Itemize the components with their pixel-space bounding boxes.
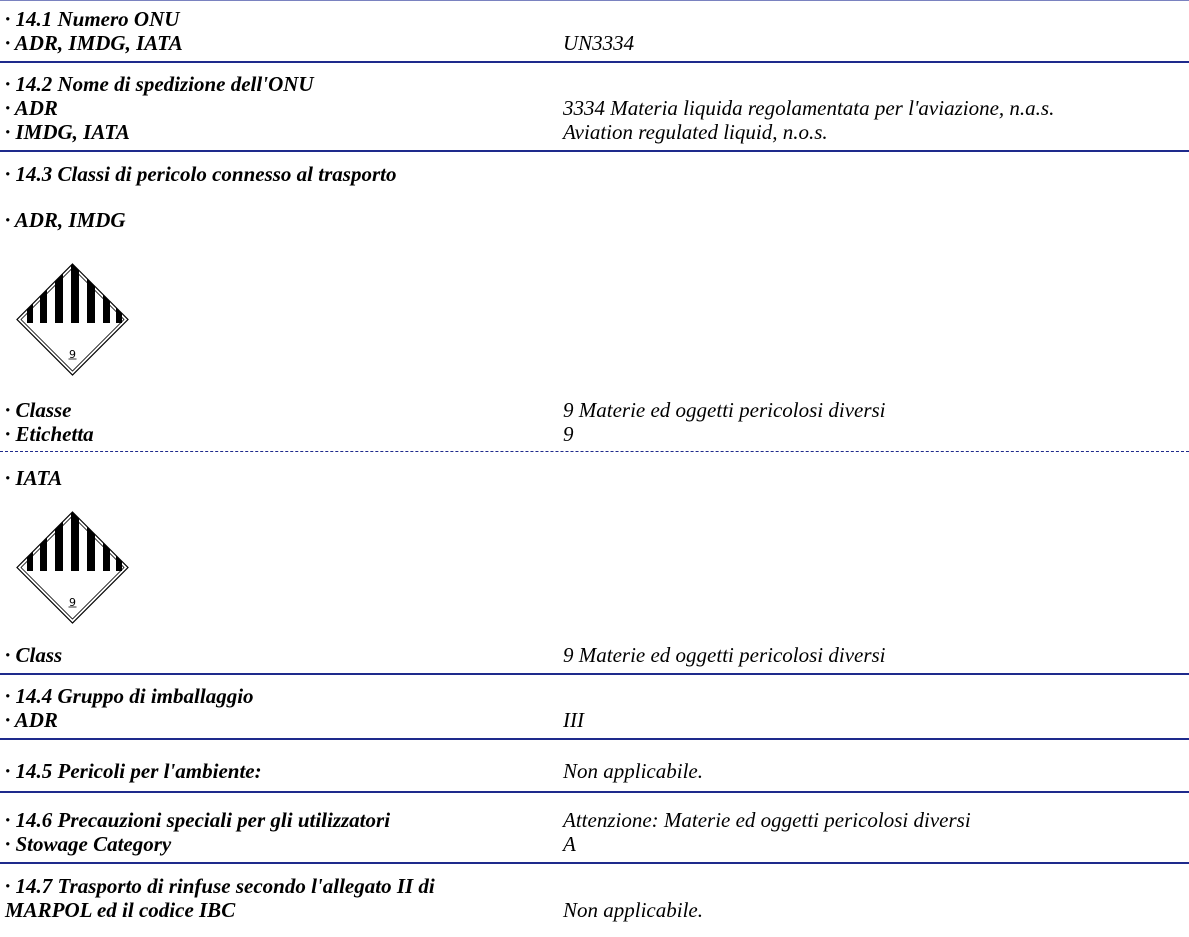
section-divider xyxy=(0,150,1189,152)
hazard-class-9-diamond-icon xyxy=(15,510,130,625)
section-14-3-title-text: · 14.3 Classi di pericolo connesso al trasporto xyxy=(5,162,397,186)
section-divider xyxy=(0,862,1189,864)
row-14-2-adr-label: · ADR xyxy=(5,96,58,120)
section-14-2-title-text: · 14.2 Nome di spedizione dell'ONU xyxy=(5,72,314,96)
section-divider xyxy=(0,673,1189,675)
pictogram-number: 9 xyxy=(69,348,76,361)
section-divider xyxy=(0,738,1189,740)
row-14-2-imdg-label: · IMDG, IATA xyxy=(5,120,130,144)
row-14-4-label: · ADR xyxy=(5,708,58,732)
row-etichetta-label: · Etichetta xyxy=(5,422,94,446)
section-divider xyxy=(0,61,1189,63)
row-14-5-label: · 14.5 Pericoli per l'ambiente: xyxy=(5,759,262,783)
row-iata-class-value: 9 Materie ed oggetti pericolosi diversi xyxy=(563,643,886,667)
row-iata-class-label: · Class xyxy=(5,643,63,667)
row-14-6-label: · 14.6 Precauzioni speciali per gli utilizzatori xyxy=(5,808,391,832)
row-14-5-value: Non applicabile. xyxy=(563,759,703,783)
pictogram-number: 9 xyxy=(69,596,76,609)
section-divider xyxy=(0,791,1189,793)
row-14-6-value: Attenzione: Materie ed oggetti pericolosi diversi xyxy=(563,808,971,832)
row-stowage-value: A xyxy=(563,832,576,856)
row-class-value: 9 Materie ed oggetti pericolosi diversi xyxy=(563,398,886,422)
row-14-4-value: III xyxy=(563,708,584,732)
row-14-7-value: Non applicabile. xyxy=(563,898,703,922)
row-stowage-label: · Stowage Category xyxy=(5,832,172,856)
row-etichetta-value: 9 xyxy=(563,422,574,446)
row-14-7-label-line1: · 14.7 Trasporto di rinfuse secondo l'allegato II di xyxy=(5,874,435,898)
top-rule xyxy=(0,0,1189,1)
row-14-2-imdg-value: Aviation regulated liquid, n.o.s. xyxy=(563,120,828,144)
section-14-1-title-text: · 14.1 Numero ONU xyxy=(5,7,180,31)
row-14-1-label: · ADR, IMDG, IATA xyxy=(5,31,183,55)
row-14-7-label-line2: MARPOL ed il codice IBC xyxy=(5,898,236,922)
adr-imdg-heading-text: · ADR, IMDG xyxy=(5,208,126,232)
dashed-divider xyxy=(0,451,1189,452)
section-14-4-title-text: · 14.4 Gruppo di imballaggio xyxy=(5,684,254,708)
row-class-label: · Classe xyxy=(5,398,72,422)
hazard-class-9-diamond-icon xyxy=(15,262,130,377)
row-14-2-adr-value: 3334 Materia liquida regolamentata per l'aviazione, n.a.s. xyxy=(563,96,1055,120)
iata-heading-text: · IATA xyxy=(5,466,63,490)
row-14-1-value: UN3334 xyxy=(563,31,635,55)
